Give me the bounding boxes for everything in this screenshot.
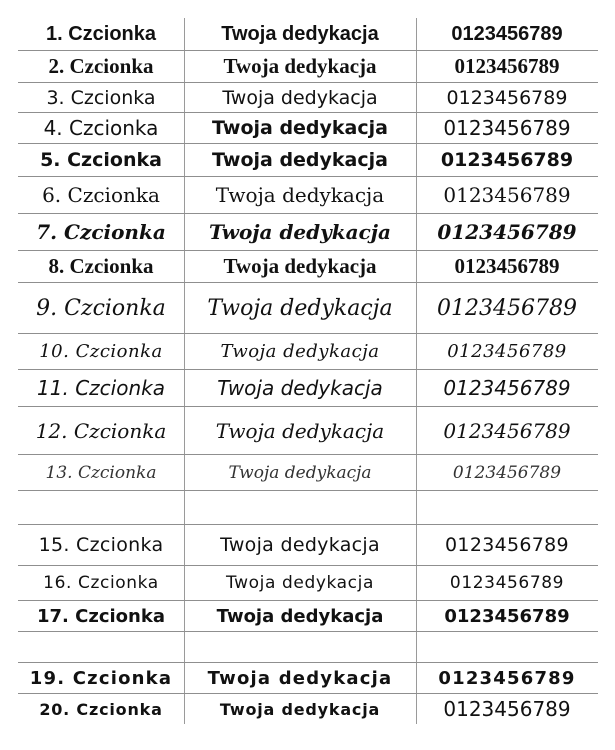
- digits-sample: 0123456789: [443, 697, 571, 721]
- font-row-1[interactable]: [18, 18, 598, 51]
- font-row-6[interactable]: [18, 177, 598, 214]
- digits-sample: 0123456789: [440, 149, 574, 171]
- dedication-sample: Twoja dedykacja: [215, 183, 385, 207]
- font-row-7[interactable]: [18, 214, 598, 251]
- digits-sample: 0123456789: [446, 86, 568, 109]
- dedication-sample: Twoja dedykacja: [219, 699, 381, 719]
- dedication-sample: Twoja dedykacja: [207, 667, 393, 689]
- font-label: 15. Czcionka: [38, 534, 164, 556]
- font-label: 13. Czcionka: [45, 462, 157, 483]
- dedication-sample: Twoja dedykacja: [222, 86, 378, 109]
- font-row-9[interactable]: [18, 283, 598, 334]
- dedication-sample: [184, 491, 416, 524]
- digits-sample: 0123456789: [452, 462, 562, 483]
- digits-sample: 0123456789: [438, 667, 576, 689]
- font-row-19[interactable]: [18, 663, 598, 694]
- font-label: 4. Czcionka: [43, 116, 159, 140]
- font-label: 1. Czcionka: [45, 22, 157, 45]
- font-row-5[interactable]: [18, 144, 598, 177]
- font-row-10[interactable]: [18, 334, 598, 370]
- dedication-sample: Twoja dedykacja: [217, 376, 383, 400]
- digits-sample: 0123456789: [445, 534, 569, 556]
- digits-sample: 0123456789: [449, 573, 565, 593]
- font-row-14-empty: [18, 491, 598, 525]
- font-label: [18, 491, 184, 524]
- dedication-sample: Twoja dedykacja: [226, 573, 374, 593]
- digits-sample: [416, 491, 598, 524]
- font-row-20[interactable]: [18, 694, 598, 724]
- font-label: 20. Czcionka: [39, 699, 163, 719]
- digits-sample: 0123456789: [454, 254, 560, 278]
- dedication-sample: Twoja dedykacja: [220, 534, 380, 556]
- font-row-16[interactable]: [18, 566, 598, 601]
- digits-sample: 0123456789: [447, 341, 567, 362]
- font-row-17[interactable]: [18, 601, 598, 632]
- font-row-2[interactable]: [18, 51, 598, 83]
- font-row-18-empty: [18, 632, 598, 663]
- digits-sample: 0123456789: [437, 295, 577, 321]
- font-label: 11. Czcionka: [37, 376, 165, 400]
- font-label: 2. Czcionka: [48, 54, 154, 78]
- dedication-sample: Twoja dedykacja: [216, 605, 384, 627]
- dedication-sample: Twoja dedykacja: [220, 341, 380, 362]
- dedication-sample: Twoja dedykacja: [212, 149, 388, 171]
- font-label: 16. Czcionka: [43, 573, 159, 593]
- font-label: 8. Czcionka: [48, 254, 154, 278]
- dedication-sample: Twoja dedykacja: [215, 418, 385, 443]
- font-label: 10. Czcionka: [39, 341, 163, 362]
- font-row-13[interactable]: [18, 455, 598, 491]
- digits-sample: 0123456789: [443, 183, 571, 207]
- digits-sample: 0123456789: [451, 22, 563, 45]
- font-label: 19. Czcionka: [29, 667, 173, 689]
- font-label: 9. Czcionka: [36, 295, 166, 321]
- font-row-11[interactable]: [18, 370, 598, 407]
- digits-sample: 0123456789: [443, 376, 571, 400]
- dedication-sample: Twoja dedykacja: [207, 295, 393, 321]
- font-row-12[interactable]: [18, 407, 598, 455]
- font-label: 5. Czcionka: [40, 149, 162, 171]
- dedication-sample: Twoja dedykacja: [212, 117, 388, 139]
- digits-sample: 0123456789: [454, 54, 560, 78]
- font-row-4[interactable]: [18, 113, 598, 144]
- font-row-3[interactable]: [18, 83, 598, 113]
- font-label: 6. Czcionka: [42, 183, 160, 207]
- dedication-sample: Twoja dedykacja: [228, 462, 372, 483]
- dedication-sample: Twoja dedykacja: [223, 254, 377, 278]
- dedication-sample: Twoja dedykacja: [221, 22, 379, 45]
- font-row-8[interactable]: [18, 251, 598, 283]
- font-row-15[interactable]: [18, 525, 598, 566]
- font-label: 7. Czcionka: [36, 220, 166, 244]
- font-label: [18, 632, 184, 662]
- digits-sample: [416, 632, 598, 662]
- digits-sample: 0123456789: [443, 418, 571, 443]
- dedication-sample: Twoja dedykacja: [209, 220, 391, 244]
- font-label: 3. Czcionka: [46, 86, 156, 109]
- font-label: 17. Czcionka: [37, 605, 165, 627]
- dedication-sample: Twoja dedykacja: [223, 54, 377, 78]
- digits-sample: 0123456789: [443, 116, 571, 140]
- digits-sample: 0123456789: [437, 220, 577, 244]
- digits-sample: 0123456789: [444, 605, 570, 627]
- dedication-sample: [184, 632, 416, 662]
- font-label: 12. Czcionka: [35, 418, 167, 443]
